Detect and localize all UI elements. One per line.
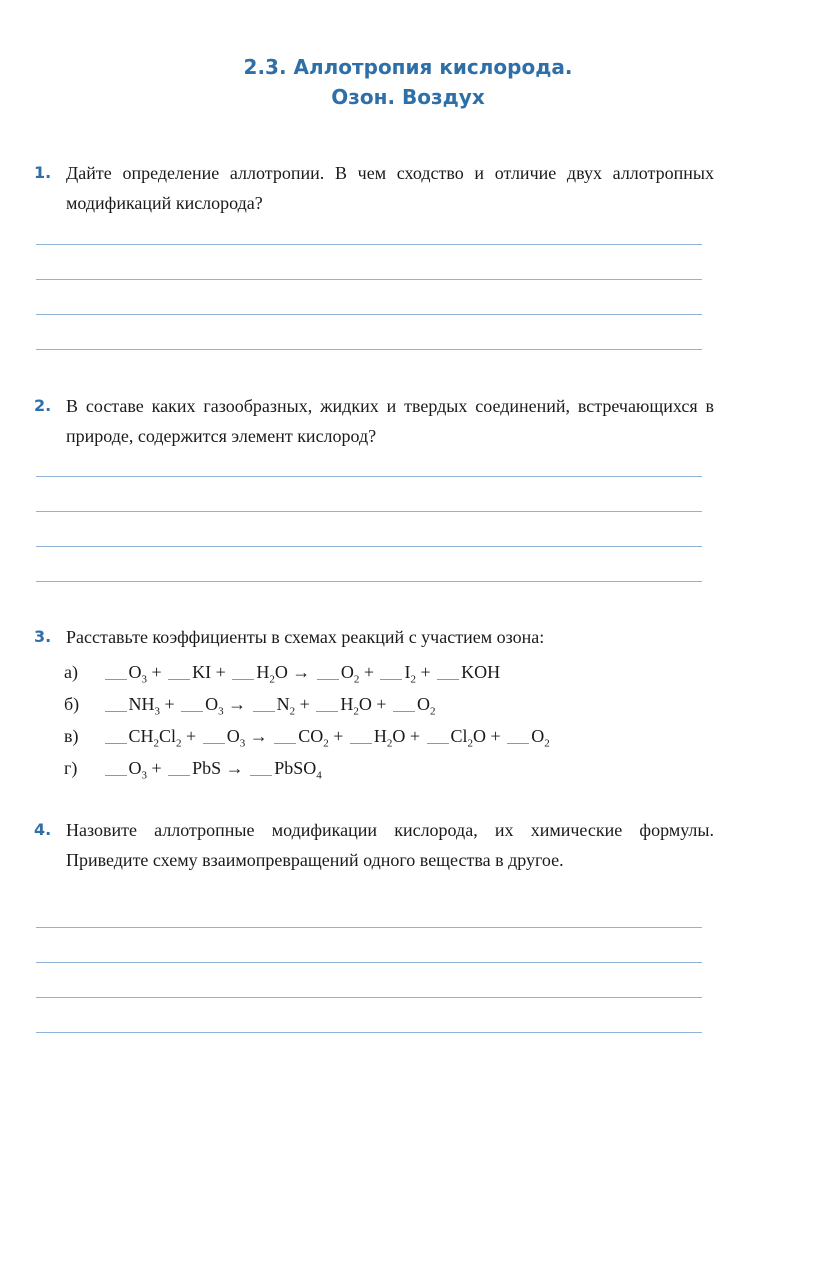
answer-line[interactable] [36, 315, 702, 350]
answer-line[interactable] [36, 893, 702, 928]
coefficient-blank[interactable] [317, 679, 339, 680]
equation-label: г) [64, 758, 78, 778]
section-title-line1: 2.3. Аллотропия кислорода. [243, 55, 573, 79]
answer-line[interactable] [36, 477, 702, 512]
question-text: Назовите аллотропные модификации кислорода, их химические формулы. Приведите схему взаимопревращений одного вещества в другое. [66, 820, 714, 870]
section-title [0, 52, 816, 112]
question-4 [34, 815, 714, 875]
coefficient-blank[interactable] [350, 743, 372, 744]
equation-c: в) $CH_2Cl_2 + O_3 \to CO_2 + H_2O + Cl_2O + O_2$ [64, 720, 550, 760]
question-text: В составе каких газообразных, жидких и твердых соединений, встречающихся в природе, содержится элемент кислород? [66, 396, 714, 446]
question-number: 4. [34, 820, 52, 839]
coefficient-blank[interactable] [203, 743, 225, 744]
question-number: 3. [34, 627, 52, 646]
coefficient-blank[interactable] [181, 711, 203, 712]
section-title-line2: Озон. Воздух [331, 85, 485, 109]
coefficient-blank[interactable] [105, 775, 127, 776]
question-number: 2. [34, 396, 52, 415]
answer-line[interactable] [36, 280, 702, 315]
equation-b: б) $NH_3 + O_3 \to N_2 + H_2O + O_2$ [64, 688, 435, 728]
answer-lines-4 [36, 893, 702, 1033]
answer-line[interactable] [36, 928, 702, 963]
question-3 [34, 622, 714, 652]
equation-a: а) $O_3$ + KI + $H_2O \to O_2 + I_2$ + KOH [64, 656, 500, 696]
question-1 [34, 158, 714, 218]
coefficient-blank[interactable] [168, 775, 190, 776]
coefficient-blank[interactable] [253, 711, 275, 712]
coefficient-blank[interactable] [507, 743, 529, 744]
answer-line[interactable] [36, 245, 702, 280]
coefficient-blank[interactable] [316, 711, 338, 712]
equation-label: в) [64, 726, 79, 746]
answer-line[interactable] [36, 963, 702, 998]
coefficient-blank[interactable] [250, 775, 272, 776]
coefficient-blank[interactable] [393, 711, 415, 712]
answer-line[interactable] [36, 442, 702, 477]
coefficient-blank[interactable] [105, 711, 127, 712]
answer-line[interactable] [36, 512, 702, 547]
coefficient-blank[interactable] [427, 743, 449, 744]
coefficient-blank[interactable] [105, 743, 127, 744]
answer-lines-1 [36, 210, 702, 350]
equation-label: б) [64, 694, 80, 714]
coefficient-blank[interactable] [232, 679, 254, 680]
answer-line[interactable] [36, 547, 702, 582]
coefficient-blank[interactable] [105, 679, 127, 680]
question-text: Дайте определение аллотропии. В чем сходство и отличие двух аллотропных модификаций кислорода? [66, 163, 714, 213]
coefficient-blank[interactable] [380, 679, 402, 680]
answer-line[interactable] [36, 998, 702, 1033]
equation-d: г) $O_3$ + PbS → PbSO$_4$ [64, 752, 322, 792]
question-number: 1. [34, 163, 52, 182]
coefficient-blank[interactable] [168, 679, 190, 680]
question-text: Расставьте коэффициенты в схемах реакций с участием озона: [66, 627, 545, 647]
coefficient-blank[interactable] [437, 679, 459, 680]
equation-label: а) [64, 662, 78, 682]
answer-lines-2 [36, 442, 702, 582]
answer-line[interactable] [36, 210, 702, 245]
coefficient-blank[interactable] [274, 743, 296, 744]
